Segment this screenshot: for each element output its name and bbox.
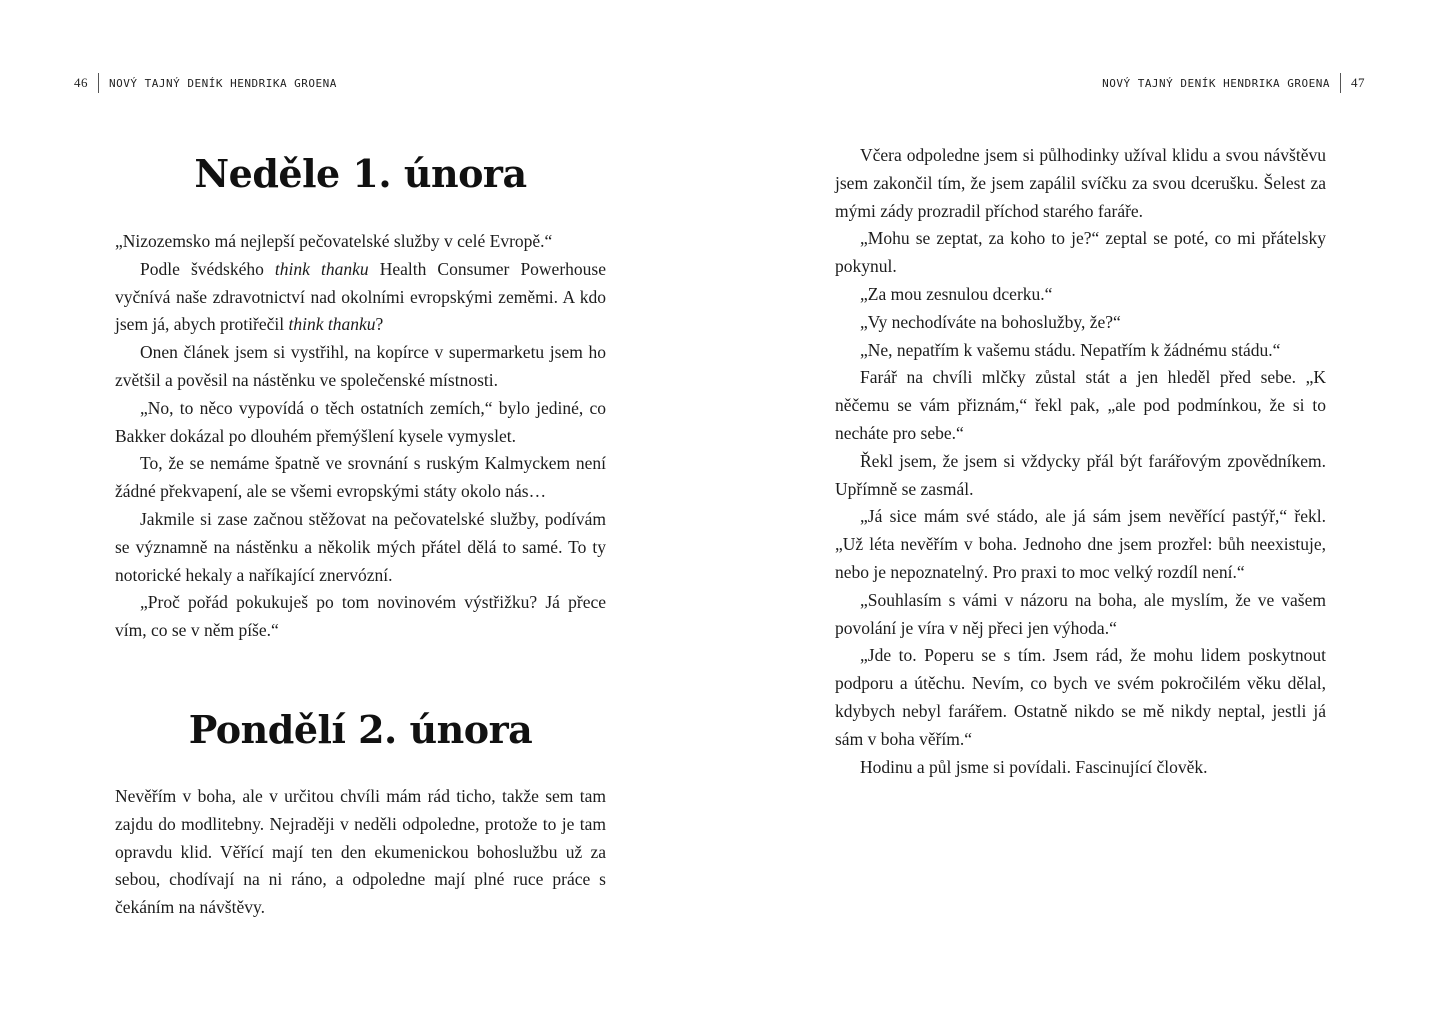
paragraph: Nevěřím v boha, ale v určitou chvíli mám rád ticho, takže sem tam zajdu do modlitebny. Nejraději v neděli odpoledne, protože to je tam opravdu klid. Věřící mají ten den ekumenickou bohoslužbu už za sebou, chodívají na ni ráno, a odpoledne mají plné ruce práce s čekáním na návštěvy. [115,786,606,918]
left-page-number: 46 [74,75,88,90]
right-page-number: 47 [1351,75,1365,90]
paragraph: „Souhlasím s vámi v názoru na boha, ale myslím, že ve vašem povolání je víra v něj přeci jen výhoda.“ [835,589,1326,638]
entry-body-monday [115,783,606,922]
entry-body-sunday [115,228,606,645]
paragraph: Jakmile si zase začnou stěžovat na pečovatelské služby, podívám se významně na nástěnku a několik mých přátel dělá to samé. To ty notorické hekaly a naříkající znervózní. [115,508,606,585]
paragraph: „Ne, nepatřím k vašemu stádu. Nepatřím k žádnému stádu.“ [860,339,1281,360]
entry-heading-sunday: Neděle 1. února [194,151,527,196]
paragraph: Onen článek jsem si vystřihl, na kopírce v supermarketu jsem ho zvětšil a pověsil na nástěnku ve společenské místnosti. [115,342,606,390]
paragraph: Farář na chvíli mlčky zůstal stát a jen hleděl před sebe. „K něčemu se vám přiznám,“ řekl pak, „ale pod podmínkou, že si to necháte pro sebe.“ [835,367,1326,443]
right-page-body [835,142,1326,781]
entry-heading-monday: Pondělí 2. února [188,707,533,752]
left-running-title: NOVÝ TAJNÝ DENÍK HENDRIKA GROENA [109,76,337,90]
right-running-head [1102,73,1365,93]
paragraph: Řekl jsem, že jsem si vždycky přál být farářovým zpovědníkem. Upřímně se zasmál. [835,450,1326,499]
right-running-title: NOVÝ TAJNÝ DENÍK HENDRIKA GROENA [1102,76,1330,90]
left-running-head [74,73,337,93]
paragraph: „Jde to. Poperu se s tím. Jsem rád, že mohu lidem poskytnout podporu a útěchu. Nevím, co bych ve svém pokročilém věku dělal, kdybych nebyl farářem. Ostatně nikdo se mě nikdy neptal, jestli já sám v boha věřím.“ [835,645,1326,749]
paragraph: „Vy nechodíváte na bohoslužby, že?“ [860,311,1121,332]
paragraph: To, že se nemáme špatně ve srovnání s ruským Kalmyckem není žádné překvapení, ale se všemi evropskými státy okolo nás… [115,453,606,502]
right-page [720,0,1440,1018]
running-head-divider [1340,73,1341,93]
running-head-divider [98,73,99,93]
paragraph: Hodinu a půl jsme si povídali. Fascinující člověk. [860,756,1208,777]
paragraph: „Proč pořád pokukuješ po tom novinovém výstřižku? Já přece vím, co se v něm píše.“ [115,592,606,641]
paragraph: „Za mou zesnulou dcerku.“ [860,283,1053,304]
paragraph: Včera odpoledne jsem si půlhodinky užíval klidu a svou návštěvu jsem zakončil tím, že jsem zapálil svíčku za svou dcerušku. Šelest za mými zády prozradil příchod starého faráře. [835,145,1326,221]
paragraph: Podle švédského think thanku Health Consumer Powerhouse vyčnívá naše zdravotnictví nad okolními evropskými zeměmi. A kdo jsem já, abych protiřečil think thanku? [115,258,606,335]
paragraph: „No, to něco vypovídá o těch ostatních zemích,“ bylo jediné, co Bakker dokázal po dlouhém přemýšlení kysele vymyslet. [115,397,606,446]
paragraph: „Já sice mám své stádo, ale já sám jsem nevěřící pastýř,“ řekl. „Už léta nevěřím v boha. Jednoho dne jsem prozřel: bůh neexistuje, nebo je nepoznatelný. Pro praxi to moc velký rozdíl není.“ [835,506,1326,582]
paragraph: „Mohu se zeptat, za koho to je?“ zeptal se poté, co mi přátelsky pokynul. [835,228,1326,277]
paragraph: „Nizozemsko má nejlepší pečovatelské služby v celé Evropě.“ [115,231,553,251]
